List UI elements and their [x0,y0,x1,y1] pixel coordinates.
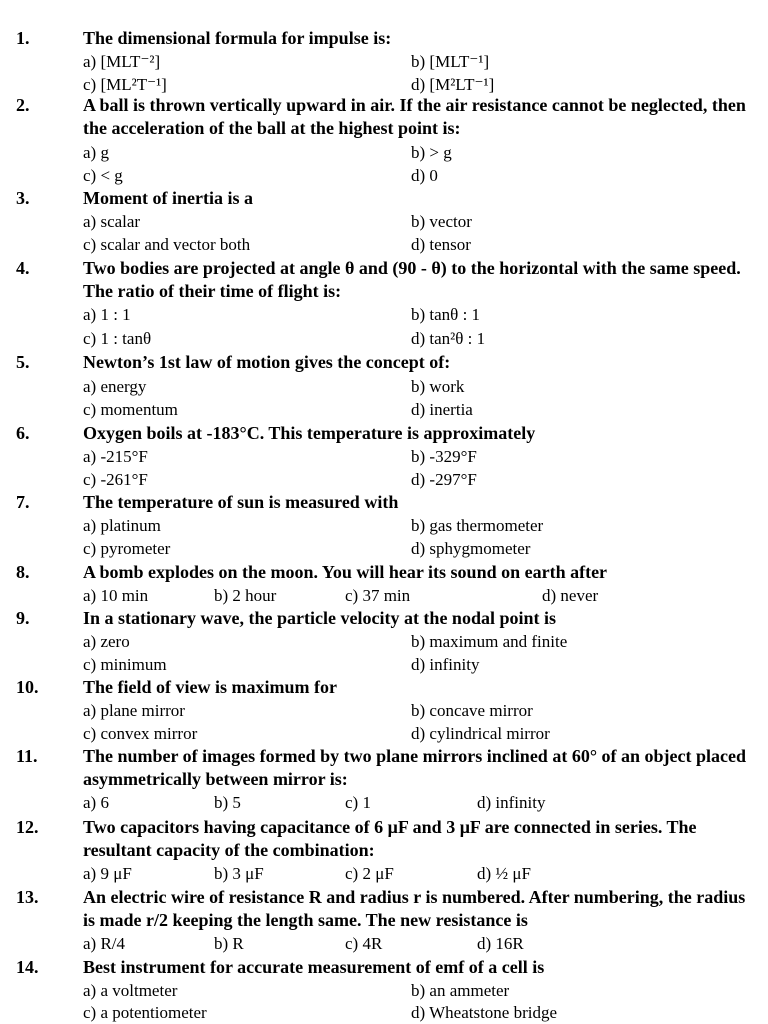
option-b: b) gas thermometer [411,516,544,535]
option-a: a) [MLT⁻²] [83,52,161,71]
option-c: c) minimum [83,655,167,674]
option-a: a) 9 μF [83,864,132,883]
question-number: 5. [16,352,30,372]
option-d: d) Wheatstone bridge [411,1003,558,1022]
option-b: b) tanθ : 1 [411,305,481,324]
option-a: a) 1 : 1 [83,305,131,324]
option-d: d) sphygmometer [411,539,531,558]
option-b: b) > g [411,143,452,162]
option-a: a) g [83,143,109,162]
option-c: c) -261°F [83,470,148,489]
question-stem: In a stationary wave, the particle velocity at the nodal point is [83,608,556,628]
question-number: 14. [16,957,39,977]
option-a: a) platinum [83,516,161,535]
option-b: b) 3 μF [214,864,264,883]
option-d: d) cylindrical mirror [411,724,550,743]
option-c: c) pyrometer [83,539,171,558]
question-stem: A ball is thrown vertically upward in air. If the air resistance cannot be neglected, then the acceleration of the ball at the highest point is: [83,95,746,138]
question-number: 2. [16,95,30,115]
option-a: a) -215°F [83,447,148,466]
option-b: b) maximum and finite [411,632,568,651]
question-stem: The number of images formed by two plane mirrors inclined at 60° of an object placed asymmetrically between mirror is: [83,746,746,789]
option-b: b) work [411,377,465,396]
question-stem: Newton’s 1st law of motion gives the concept of: [83,352,451,372]
option-d: d) ½ μF [477,864,531,883]
option-d: d) never [542,586,599,605]
question-stem: Two capacitors having capacitance of 6 μF and 3 μF are connected in series. The resultant capacity of the combination: [83,817,697,860]
option-d: d) infinity [477,793,546,812]
option-d: d) infinity [411,655,480,674]
question-stem: Best instrument for accurate measurement of emf of a cell is [83,957,545,977]
option-a: a) energy [83,377,147,396]
option-c: c) [ML²T⁻¹] [83,75,167,94]
question-number: 3. [16,188,30,208]
question-number: 9. [16,608,30,628]
option-b: b) 2 hour [214,586,277,605]
option-c: c) 1 [345,793,371,812]
question-number: 1. [16,28,30,48]
option-a: a) scalar [83,212,141,231]
question-stem: Moment of inertia is a [83,188,253,208]
option-d: d) tensor [411,235,471,254]
question-stem: The temperature of sun is measured with [83,492,399,512]
question-number: 4. [16,258,30,278]
question-stem: Two bodies are projected at angle θ and (90 - θ) to the horizontal with the same speed. The ratio of their time of flight is: [83,258,741,301]
question-number: 10. [16,677,39,697]
option-b: b) an ammeter [411,981,510,1000]
option-c: c) 4R [345,934,383,953]
question-stem: The field of view is maximum for [83,677,337,697]
option-b: b) [MLT⁻¹] [411,52,490,71]
option-a: a) zero [83,632,130,651]
option-b: b) vector [411,212,472,231]
option-b: b) concave mirror [411,701,533,720]
question-number: 13. [16,887,39,907]
question-stem: A bomb explodes on the moon. You will hear its sound on earth after [83,562,608,582]
option-c: c) 2 μF [345,864,394,883]
option-b: b) -329°F [411,447,477,466]
option-a: a) 6 [83,793,109,812]
option-a: a) plane mirror [83,701,185,720]
question-number: 11. [16,746,38,766]
option-c: c) 37 min [345,586,411,605]
question-stem: An electric wire of resistance R and radius r is numbered. After numbering, the radius is made r/2 keeping the length same. The new resistance is [83,887,746,930]
question-number: 7. [16,492,30,512]
option-c: c) momentum [83,400,178,419]
option-c: c) scalar and vector both [83,235,251,254]
question-number: 6. [16,423,30,443]
question-stem: Oxygen boils at -183°C. This temperature is approximately [83,423,536,443]
option-c: c) < g [83,166,123,185]
option-d: d) 16R [477,934,524,953]
option-a: a) R/4 [83,934,126,953]
option-c: c) 1 : tanθ [83,329,152,348]
option-b: b) R [214,934,244,953]
option-a: a) a voltmeter [83,981,178,1000]
option-b: b) 5 [214,793,241,812]
option-a: a) 10 min [83,586,149,605]
option-d: d) inertia [411,400,473,419]
option-d: d) [M²LT⁻¹] [411,75,495,94]
option-d: d) tan²θ : 1 [411,329,486,348]
option-c: c) a potentiometer [83,1003,207,1022]
option-c: c) convex mirror [83,724,198,743]
question-stem: The dimensional formula for impulse is: [83,28,392,48]
option-d: d) -297°F [411,470,477,489]
option-d: d) 0 [411,166,438,185]
question-number: 8. [16,562,30,582]
question-number: 12. [16,817,39,837]
